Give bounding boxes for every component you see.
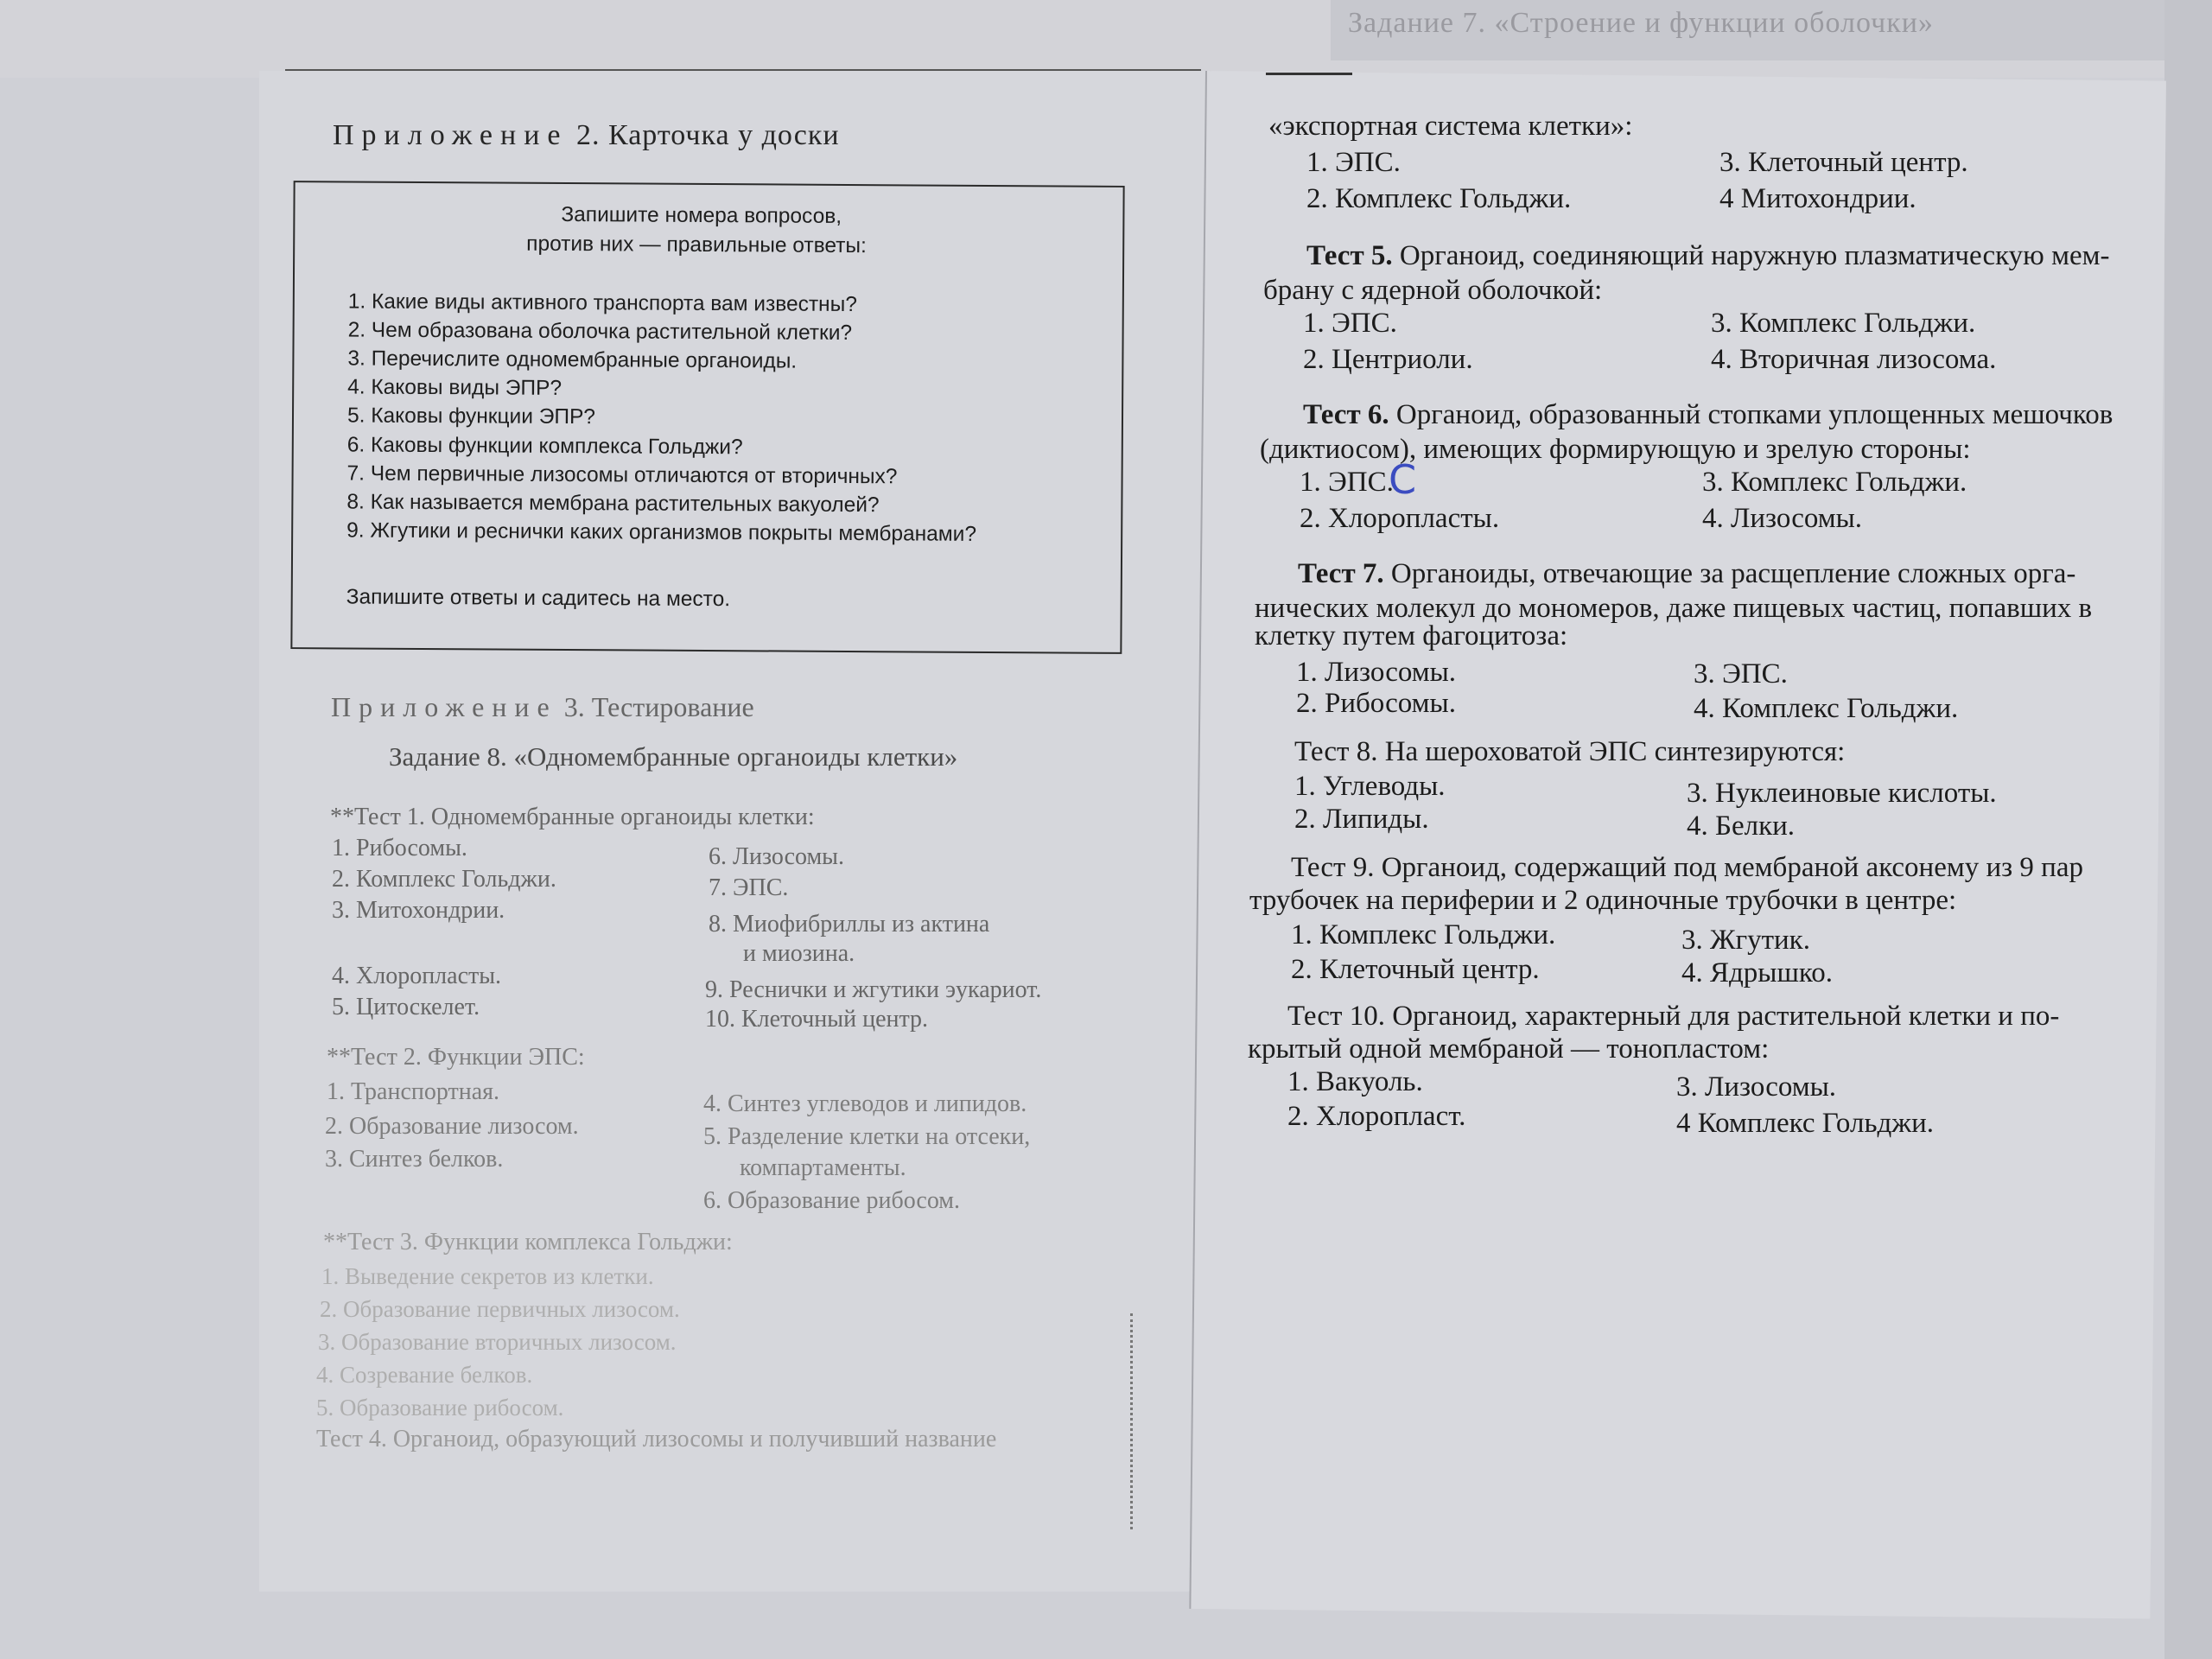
appendix-3-heading: [331, 691, 754, 723]
test-5-option: 2. Центриоли.: [1303, 344, 1473, 375]
test-9-option: 1. Комплекс Гольджи.: [1291, 919, 1556, 950]
test-9-option: 3. Жгутик.: [1681, 925, 1810, 956]
card-question: 8. Как называется мембрана растительных вакуолей?: [346, 490, 880, 518]
test-10-option: 2. Хлоропласт.: [1287, 1101, 1466, 1132]
appendix-2-heading: [333, 119, 840, 152]
test-5-option: 3. Комплекс Гольджи.: [1711, 308, 1976, 339]
test-9-line-1: Тест 9. Органоид, содержащий под мембраной аксонему из 9 пар: [1291, 852, 2083, 883]
test-1-option: 1. Рибосомы.: [332, 835, 467, 861]
test-8-option: 4. Белки.: [1687, 810, 1796, 842]
test-7-line-1: [1298, 558, 2075, 590]
test-7-line-2: нических молекул до мономеров, даже пищевых частиц, попавших в: [1255, 593, 2093, 624]
underlying-page-text: Задание 7. «Строение и функции оболочки»: [1348, 7, 1934, 39]
test-10-line-2: крытый одной мембраной — тонопластом:: [1248, 1033, 1770, 1065]
test-9-option: 2. Клеточный центр.: [1291, 954, 1540, 985]
test-4-title-partial: Тест 4. Органоид, образующий лизосомы и получивший название: [316, 1426, 997, 1452]
test-7-option: 3. ЭПС.: [1694, 658, 1788, 690]
test-1-option: 6. Лизосомы.: [709, 843, 844, 870]
test-4-option: 4 Митохондрии.: [1719, 183, 1916, 214]
card-intro-line-1: Запишите номера вопросов,: [561, 202, 842, 228]
test-10-line-1: Тест 10. Органоид, характерный для растительной клетки и по-: [1287, 1001, 2060, 1032]
left-page-top-edge: [285, 69, 1201, 71]
test-2-option: 1. Транспортная.: [327, 1078, 500, 1105]
task-8-title: Задание 8. «Одномембранные органоиды клетки»: [389, 741, 958, 772]
test-1-option-cont: и миозина.: [743, 940, 855, 967]
card-question: 9. Жгутики и реснички каких организмов покрыты мембранами?: [346, 518, 977, 546]
staple-holes: [1130, 1313, 1140, 1529]
test-5-option: 1. ЭПС.: [1303, 308, 1397, 339]
card-question: 1. Какие виды активного транспорта вам известны?: [347, 289, 857, 317]
appendix-3-title: 3. Тестирование: [563, 691, 754, 722]
test-1-option: 5. Цитоскелет.: [332, 994, 480, 1020]
test-7-line-3: клетку путем фагоцитоза:: [1255, 620, 1568, 652]
test-3-option: 4. Созревание белков.: [316, 1362, 533, 1388]
card-question: 4. Каковы виды ЭПР?: [347, 375, 563, 400]
test-3-option: 5. Образование рибосом.: [316, 1395, 564, 1421]
test-2-option: 4. Синтез углеводов и липидов.: [703, 1090, 1027, 1117]
test-1-option: 4. Хлоропласты.: [332, 963, 502, 989]
test-1-option: 9. Реснички и жгутики эукариот.: [705, 976, 1042, 1003]
test-1-option: 3. Митохондрии.: [332, 897, 505, 924]
test-3-option: 3. Образование вторичных лизосом.: [318, 1329, 677, 1355]
test-2-option: 6. Образование рибосом.: [703, 1187, 961, 1214]
test-6-option: 4. Лизосомы.: [1702, 503, 1863, 534]
board-card: [290, 181, 1124, 654]
card-question: 5. Каковы функции ЭПР?: [346, 404, 596, 429]
test-9-option: 4. Ядрышко.: [1681, 957, 1833, 988]
card-question: 7. Чем первичные лизосомы отличаются от вторичных?: [346, 461, 898, 489]
card-intro-line-2: против них — правильные ответы:: [526, 232, 867, 258]
test-5-option: 4. Вторичная лизосома.: [1711, 344, 1997, 375]
test-3-option: 2. Образование первичных лизосом.: [320, 1296, 680, 1322]
test-2-option: 3. Синтез белков.: [325, 1146, 504, 1173]
test-7-head: Тест 7.: [1298, 558, 1384, 589]
test-1-option: 7. ЭПС.: [709, 874, 789, 901]
test-4-continuation: «экспортная система клетки»:: [1268, 111, 1633, 142]
test-3-option: 1. Выведение секретов из клетки.: [321, 1263, 654, 1289]
test-4-option: 2. Комплекс Гольджи.: [1306, 183, 1572, 214]
sheet-edge: [2164, 0, 2212, 1659]
test-7-option: 4. Комплекс Гольджи.: [1694, 693, 1959, 724]
appendix-2-label: Приложение: [333, 119, 569, 151]
appendix-2-title: 2. Карточка у доски: [575, 119, 840, 151]
appendix-3-label: Приложение: [331, 691, 557, 722]
test-1-option: 8. Миофибриллы из актина: [709, 911, 990, 938]
test-6-option: 2. Хлоропласты.: [1300, 503, 1500, 534]
test-5-head: Тест 5.: [1306, 240, 1393, 271]
card-question: 6. Каковы функции комплекса Гольджи?: [346, 433, 743, 460]
test-5-line-1: [1306, 240, 2110, 272]
card-outro: Запишите ответы и садитесь на место.: [346, 585, 731, 612]
right-page-top-rule: [1266, 73, 1352, 75]
test-1-option: 10. Клеточный центр.: [705, 1006, 929, 1033]
test-2-option-cont: компартаменты.: [740, 1154, 906, 1181]
test-7-option: 1. Лизосомы.: [1296, 657, 1457, 688]
test-6-head: Тест 6.: [1303, 399, 1389, 430]
test-1-title: **Тест 1. Одномембранные органоиды клетки:: [330, 804, 815, 830]
test-6-option: 3. Комплекс Гольджи.: [1702, 467, 1967, 498]
test-3-title: **Тест 3. Функции комплекса Гольджи:: [323, 1229, 733, 1255]
handwritten-mark: С: [1389, 456, 1417, 503]
test-8-option: 1. Углеводы.: [1294, 771, 1446, 802]
test-5-line-2: брану с ядерной оболочкой:: [1263, 275, 1603, 306]
test-9-line-2: трубочек на периферии и 2 одиночные трубочки в центре:: [1249, 885, 1957, 916]
test-6-line-1: [1303, 399, 2113, 431]
test-8-option: 3. Нуклеиновые кислоты.: [1687, 778, 1997, 809]
test-2-option: 5. Разделение клетки на отсеки,: [703, 1123, 1031, 1150]
test-4-option: 1. ЭПС.: [1306, 147, 1401, 178]
test-5-text: Органоид, соединяющий наружную плазматическую мем-: [1392, 240, 2110, 271]
test-10-option: 3. Лизосомы.: [1676, 1071, 1837, 1103]
test-8-option: 2. Липиды.: [1294, 804, 1429, 835]
test-2-title: **Тест 2. Функции ЭПС:: [327, 1044, 585, 1071]
test-6-option: 1. ЭПС.: [1300, 467, 1394, 498]
test-1-option: 2. Комплекс Гольджи.: [332, 866, 556, 893]
test-10-option: 1. Вакуоль.: [1287, 1066, 1423, 1097]
test-8-line-1: Тест 8. На шероховатой ЭПС синтезируются:: [1294, 736, 1846, 767]
card-question: 2. Чем образована оболочка растительной клетки?: [347, 318, 853, 346]
test-7-text: Органоиды, отвечающие за расщепление сложных орга-: [1383, 558, 2076, 589]
test-2-option: 2. Образование лизосом.: [325, 1113, 579, 1140]
test-10-option: 4 Комплекс Гольджи.: [1676, 1108, 1935, 1139]
card-question: 3. Перечислите одномембранные органоиды.: [347, 346, 798, 373]
test-4-option: 3. Клеточный центр.: [1719, 147, 1968, 178]
test-7-option: 2. Рибосомы.: [1296, 688, 1456, 719]
test-6-text: Органоид, образованный стопками уплощенных мешочков: [1389, 399, 2113, 430]
test-6-line-2: (диктиосом), имеющих формирующую и зрелую стороны:: [1260, 434, 1971, 465]
